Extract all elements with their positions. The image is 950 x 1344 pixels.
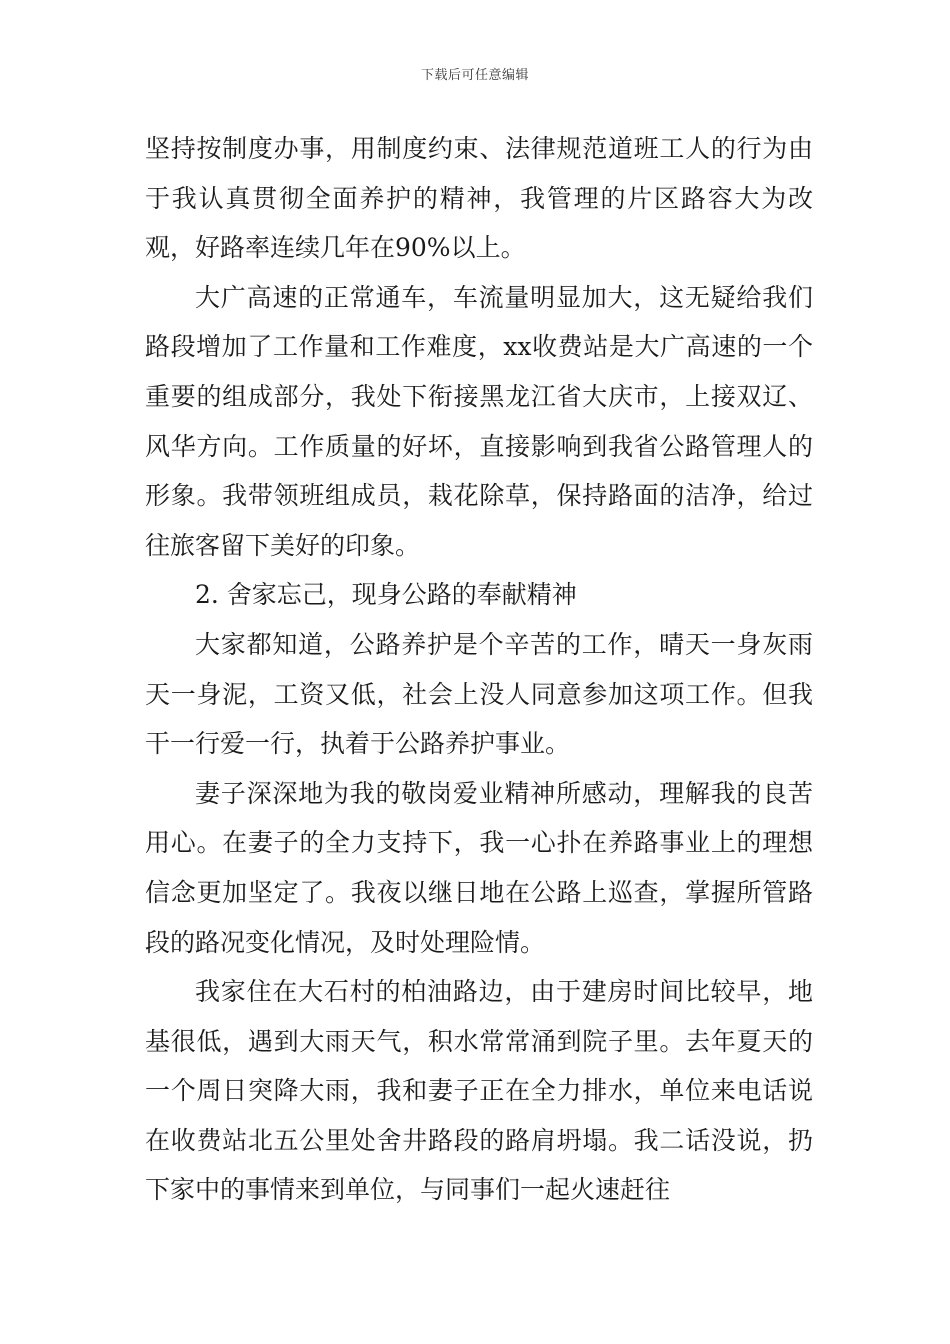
section-heading: 2. 舍家忘己，现身公路的奉献精神 [195, 580, 577, 610]
page-header: 下载后可任意编辑 [420, 68, 529, 83]
paragraph: 坚持按制度办事，用制度约束、法律规范道班工人的行为由于我认真贯彻全面养护的精神，我管理的片区路容大为改观，好路率连续几年在90%以上。 [145, 134, 813, 263]
paragraph: 我家住在大石村的柏油路边，由于建房时间比较早，地基很低，遇到大雨天气，积水常常涌到院子里。去年夏天的一个周日突降大雨，我和妻子正在全力排水，单位来电话说在收费站北五公里处舍井路段的路肩坍塌。我二话没说，扔下家中的事情来到单位，与同事们一起火速赶往 [145, 977, 813, 1205]
paragraph: 大广高速的正常通车，车流量明显加大，这无疑给我们路段增加了工作量和工作难度，xx收费站是大广高速的一个重要的组成部分，我处下衔接黑龙江省大庆市，上接双辽、风华方向。工作质量的好坏，直接影响到我省公路管理人的形象。我带领班组成员，栽花除草，保持路面的洁净，给过往旅客留下美好的印象。 [145, 282, 813, 560]
document-body [145, 124, 813, 1215]
paragraph: 大家都知道，公路养护是个辛苦的工作，晴天一身灰雨天一身泥，工资又低，社会上没人同意参加这项工作。但我干一行爱一行，执着于公路养护事业。 [145, 629, 813, 759]
paragraph: 妻子深深地为我的敬岗爱业精神所感动，理解我的良苦用心。在妻子的全力支持下，我一心扑在养路事业上的理想信念更加坚定了。我夜以继日地在公路上巡查，掌握所管路段的路况变化情况，及时处理险情。 [145, 778, 813, 957]
